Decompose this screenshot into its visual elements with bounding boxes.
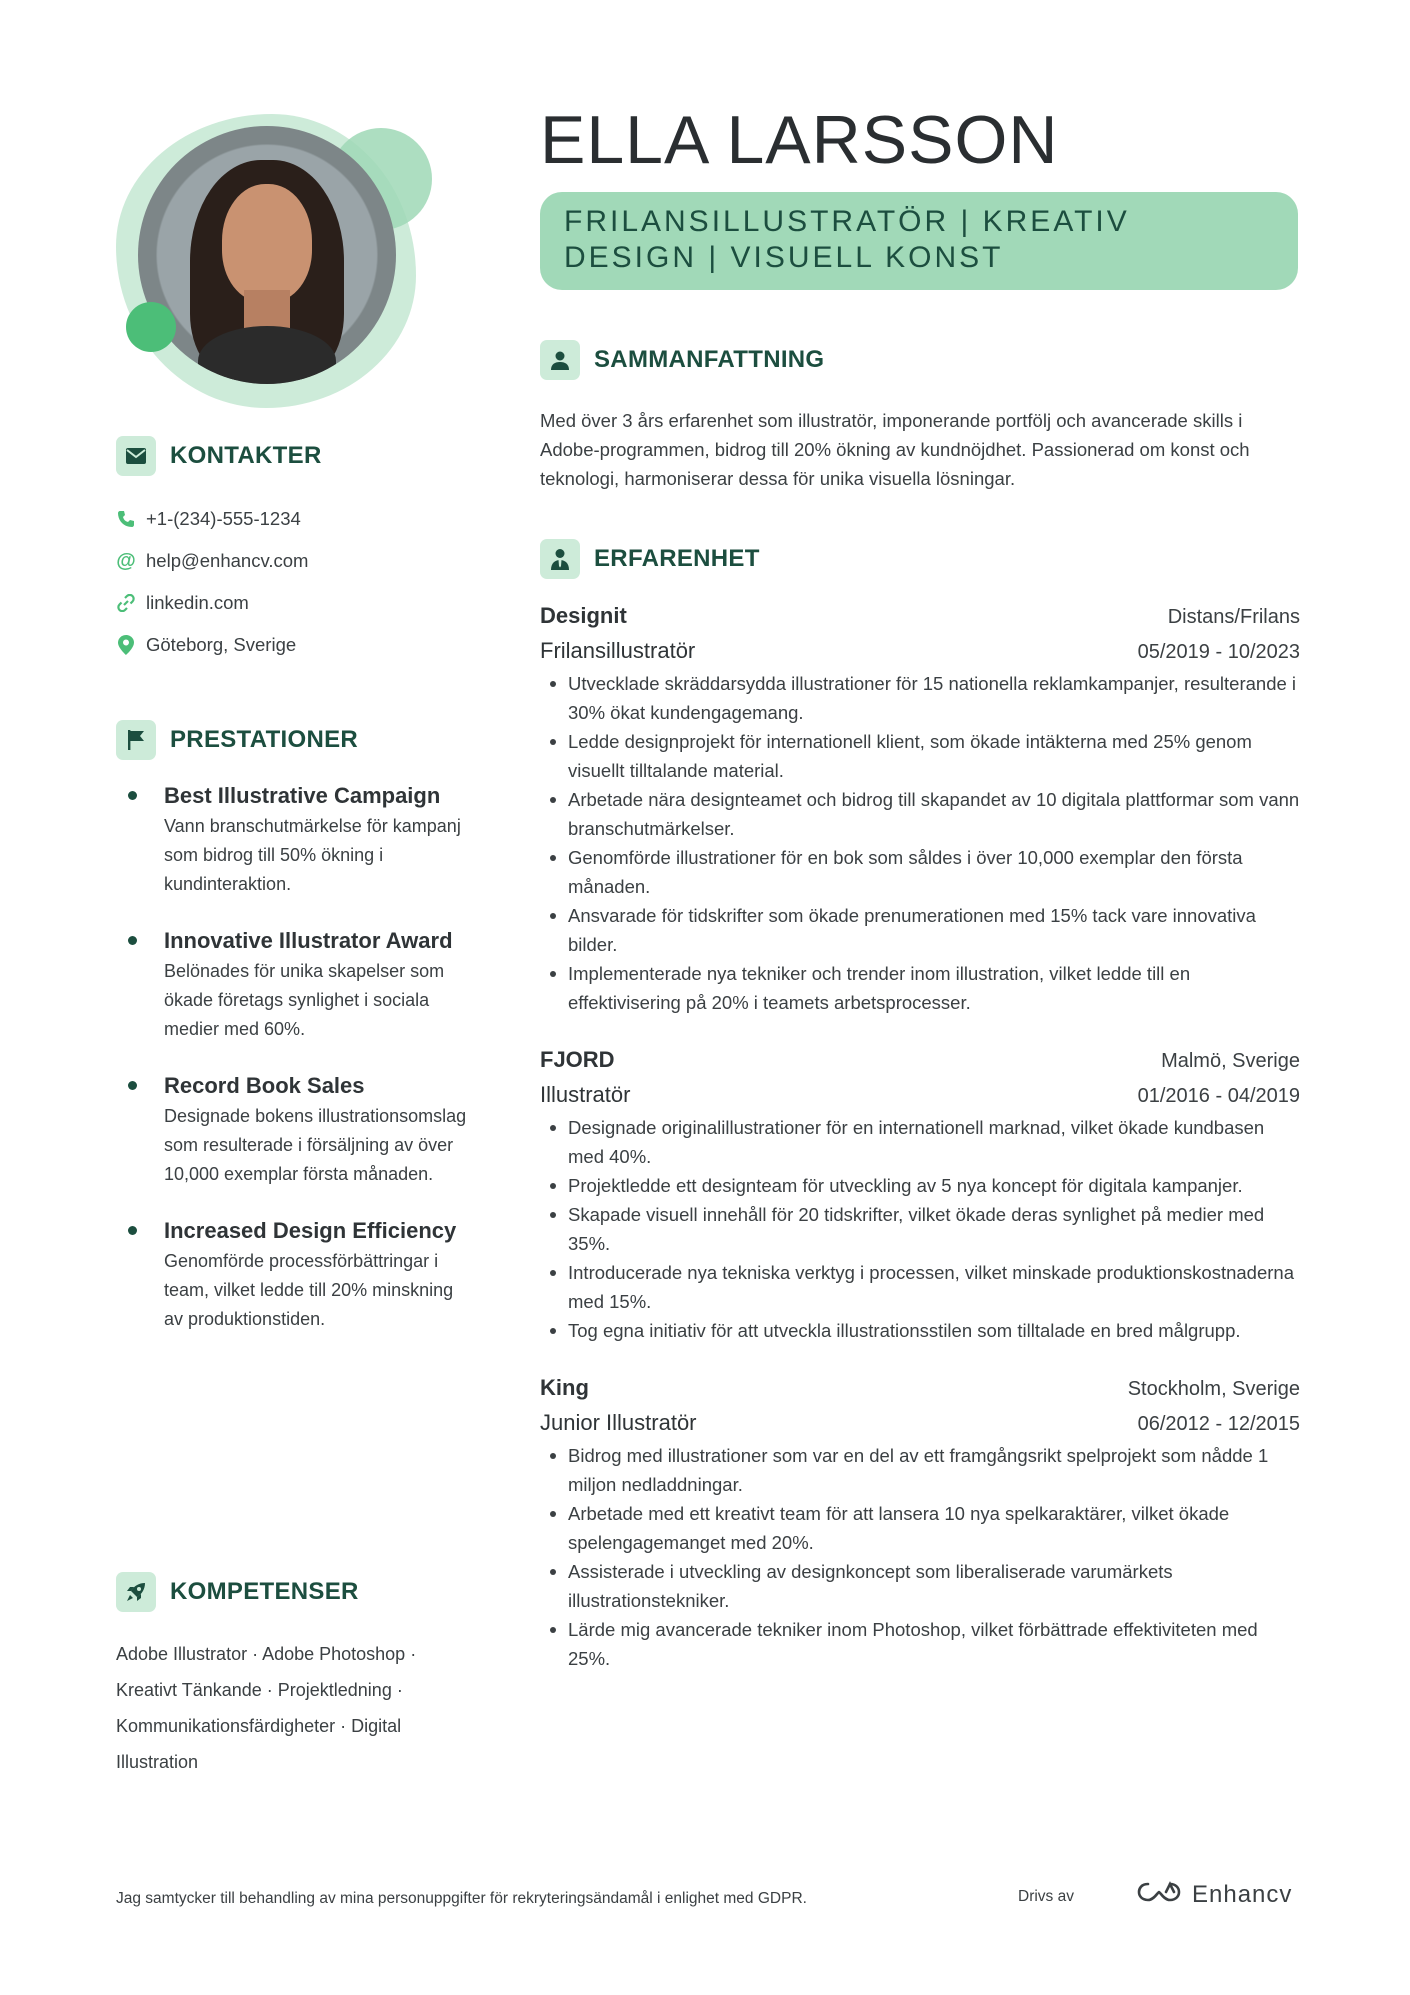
bullet-dot [128,791,137,800]
job-bullet: Arbetade nära designteamet och bidrog till skapandet av 10 digitala plattformar som vann branschutmärkelser. [568,785,1300,843]
job-location: Distans/Frilans [1167,606,1300,628]
right-column [540,100,1300,1699]
powered-by-label: Drivs av [1018,1888,1074,1905]
footer [116,1880,1296,1920]
job-role: Frilansillustratör [540,638,696,663]
achievements-title: PRESTATIONER [170,726,359,753]
job-dates: 05/2019 - 10/2023 [1137,641,1300,663]
contact-email[interactable] [116,540,476,582]
user-icon [540,340,580,380]
job-bullet: Assisterade i utveckling av designkoncept som liberaliserade varumärkets illustrationstekniker. [568,1557,1300,1615]
job-location: Malmö, Sverige [1161,1050,1300,1072]
achievement-title: Innovative Illustrator Award [164,928,453,953]
job-entry [540,599,1300,1017]
skills-header [116,1572,476,1612]
contacts-section [116,436,476,666]
phone-text: +1-(234)-555-1234 [146,508,301,529]
experience-title: ERFARENHET [594,545,760,572]
job-bullet: Projektledde ett designteam för utveckling av 5 nya koncept för digitala kampanjer. [568,1171,1300,1200]
achievement-item [116,782,476,899]
achievement-item [116,927,476,1044]
job-bullets [540,1113,1300,1345]
rocket-icon [116,1572,156,1612]
infinity-logo-icon [1136,1880,1182,1909]
job-role: Illustratör [540,1082,631,1107]
contact-linkedin[interactable] [116,582,476,624]
email-text: help@enhancv.com [146,550,309,571]
link-icon [116,593,136,613]
profile-photo-area [116,100,436,410]
achievement-desc: Genomförde processförbättringar i team, vilket ledde till 20% minskning av produktionstiden. [164,1251,454,1329]
job-bullets [540,669,1300,1017]
job-company: Designit [540,603,627,628]
skills-section [116,1572,476,1780]
job-dates: 01/2016 - 04/2019 [1137,1085,1300,1107]
achievements-section [116,720,476,1362]
job-entry [540,1371,1300,1673]
candidate-name: ELLA LARSSON [540,102,1059,178]
location-text: Göteborg, Sverige [146,634,297,655]
job-bullet: Ansvarade för tidskrifter som ökade prenumerationen med 15% tack vare innovativa bilder. [568,901,1300,959]
at-icon: @ [116,549,136,572]
gdpr-consent: Jag samtycker till behandling av mina personuppgifter för rekryteringsändamål i enlighet med GDPR. [116,1890,807,1907]
achievement-desc: Belönades för unika skapelser som ökade företags synlighet i sociala medier med 60%. [164,961,445,1039]
bullet-dot [128,1226,137,1235]
brand-name: Enhancv [1192,1880,1293,1908]
job-header-row [540,1043,1300,1078]
achievement-desc: Vann branschutmärkelse för kampanj som bidrog till 50% ökning i kundinteraktion. [164,816,461,894]
bullet-dot [128,1081,137,1090]
job-location: Stockholm, Sverige [1127,1378,1300,1400]
experience-header [540,539,1300,579]
bullet-dot [128,936,137,945]
contact-list [116,498,476,666]
experience-section [540,539,1300,1673]
headline-banner: FRILANSILLUSTRATÖR | KREATIV DESIGN | VISUELL KONST [540,192,1298,290]
achievement-item [116,1217,476,1334]
job-entry [540,1043,1300,1345]
achievement-title: Increased Design Efficiency [164,1218,457,1243]
flag-icon [116,720,156,760]
achievements-list [116,782,476,1334]
achievement-desc: Designade bokens illustrationsomslag som resulterade i försäljning av över 10,000 exemplar första månaden. [164,1106,467,1184]
job-header-row [540,1371,1300,1406]
achievement-item [116,1072,476,1189]
achievement-title: Best Illustrative Campaign [164,783,441,808]
decor-dot [126,302,176,352]
job-role-row [540,1078,1300,1113]
job-bullets [540,1441,1300,1673]
job-bullet: Skapade visuell innehåll för 20 tidskrifter, vilket ökade deras synlighet på medier med 35%. [568,1200,1300,1258]
jobs-list [540,599,1300,1673]
job-bullet: Genomförde illustrationer för en bok som såldes i över 10,000 exemplar den första månaden. [568,843,1300,901]
achievement-title: Record Book Sales [164,1073,365,1098]
job-bullet: Bidrog med illustrationer som var en del av ett framgångsrikt spelprojekt som nådde 1 miljon nedladdningar. [568,1441,1300,1499]
job-role-row [540,1406,1300,1441]
job-bullet: Utvecklade skräddarsydda illustrationer för 15 nationella reklamkampanjer, resulterande i 30% ökat kundengagemang. [568,669,1300,727]
job-role-row [540,634,1300,669]
summary-title: SAMMANFATTNING [594,346,825,373]
contact-phone[interactable] [116,498,476,540]
job-role: Junior Illustratör [540,1410,697,1435]
linkedin-text: linkedin.com [146,592,249,613]
achievements-header [116,720,476,760]
job-bullet: Arbetade med ett kreativt team för att lansera 10 nya spelkaraktärer, vilket ökade spelengagemanget med 20%. [568,1499,1300,1557]
job-header-row [540,599,1300,634]
job-bullet: Introducerade nya tekniska verktyg i processen, vilket minskade produktionskostnaderna med 15%. [568,1258,1300,1316]
briefcase-person-icon [540,539,580,579]
phone-icon [116,509,136,529]
job-bullet: Ledde designprojekt för internationell klient, som ökade intäkterna med 25% genom visuellt tilltalande material. [568,727,1300,785]
contacts-title: KONTAKTER [170,442,322,469]
summary-section [540,340,1300,493]
contacts-header [116,436,476,476]
job-bullet: Tog egna initiativ för att utveckla illustrationsstilen som tilltalade en bred målgrupp. [568,1316,1300,1345]
contact-location [116,624,476,666]
map-pin-icon [116,635,136,655]
job-dates: 06/2012 - 12/2015 [1137,1413,1300,1435]
brand-logo[interactable] [1136,1880,1292,1909]
job-bullet: Designade originalillustrationer för en internationell marknad, vilket ökade kundbasen med 40%. [568,1113,1300,1171]
summary-text: Med över 3 års erfarenhet som illustratör, imponerande portfölj och avancerade skills i Adobe-programmen, bidrog till 20% ökning av kundnöjdhet. Passionerad om konst och teknologi, harmoniserar dessa för unika visuella lösningar. [540,410,1250,489]
envelope-icon [116,436,156,476]
job-company: FJORD [540,1047,615,1072]
job-company: King [540,1375,589,1400]
job-bullet: Implementerade nya tekniker och trender inom illustration, vilket ledde till en effektivisering på 20% i teamets arbetsprocesser. [568,959,1300,1017]
summary-header [540,340,1300,380]
profile-photo [138,126,396,384]
skills-title: KOMPETENSER [170,1578,359,1605]
job-bullet: Lärde mig avancerade tekniker inom Photoshop, vilket förbättrade effektiviteten med 25%. [568,1615,1300,1673]
skills-list: Adobe Illustrator · Adobe Photoshop · Kreativt Tänkande · Projektledning · Kommunikationsfärdigheter · Digital Illustration [116,1644,417,1772]
